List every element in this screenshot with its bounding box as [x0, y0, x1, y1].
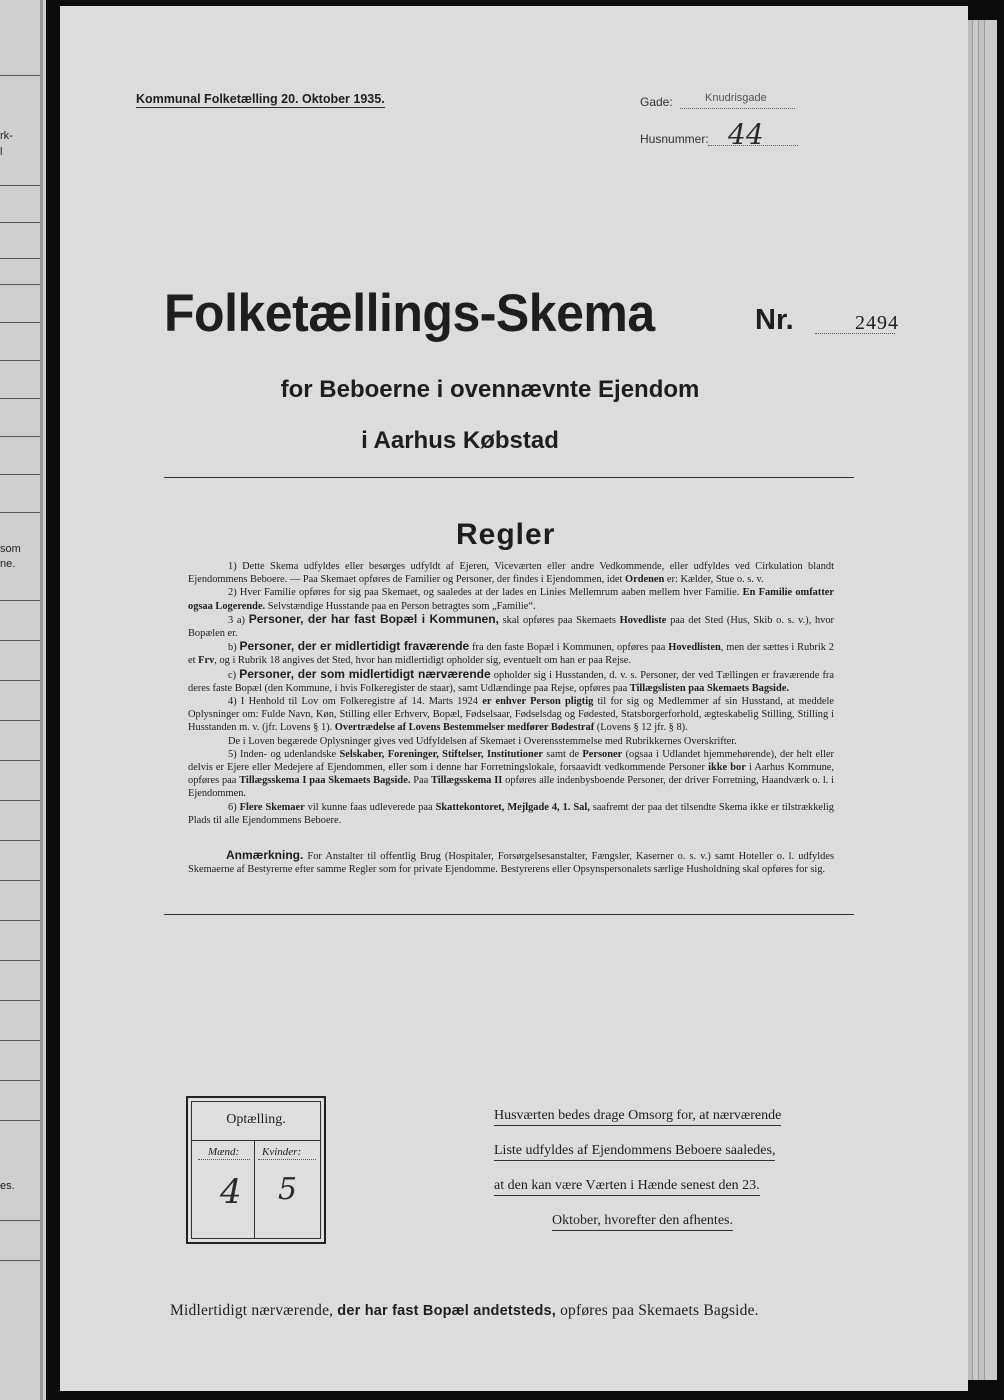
anmaerkning-label: Anmærkning. [226, 848, 304, 862]
rule-3a: 3 a) Personer, der har fast Bopæl i Kommunen, skal opføres paa Skemaets Hovedliste paa det Sted (Hus, Skib o. s. v.), hvor Bopælen er. [188, 611, 834, 640]
rule-6: 6) Flere Skemaer vil kunne faas udleverede paa Skattekontoret, Mejlgade 4, 1. Sal, saafremt der paa det tilsendte Skema ikke er tilstrækkelig Plads til alle Ejendommens Beboere. [188, 801, 835, 826]
count-box [186, 1096, 326, 1244]
rule-3b: b) Personer, der er midlertidigt fraværende fra den faste Bopæl i Kommunen, opføres paa Hovedlisten, men der sættes i Rubrik 2 et Frv, og i Rubrik 18 angives det Sted, hvor han midlertidigt opholder sig, eventuelt om han er paa Rejse. [188, 639, 834, 667]
footer-note: Midlertidigt nærværende, der har fast Bopæl andetsteds, opføres paa Skemaets Bagside. [170, 1302, 759, 1319]
margin-fragment: es. [0, 1180, 15, 1192]
rule-3c: c) Personer, der som midlertidigt nærværende opholder sig i Husstanden, d. v. s. Personer, der ved Tællingen er fraværende fra deres faste Bopæl (den Kommune, i hvis Folkeregister de staar), samt Udlændinge paa Rejse, opføres paa Tillægslisten paa Skemaets Bagside. [188, 666, 835, 694]
nr-label: Nr. [755, 304, 794, 336]
form-number: 2494 [855, 312, 899, 334]
divider-bottom [164, 914, 854, 915]
form-title: Folketællings-Skema [164, 283, 655, 343]
gade-label: Gade: [640, 95, 673, 109]
rules-text [188, 560, 834, 827]
maend-label: Mænd: [208, 1146, 240, 1158]
gade-field [680, 108, 795, 109]
left-page-edge [0, 0, 46, 1400]
margin-fragment: som [0, 543, 21, 555]
maend-value: 4 [220, 1172, 242, 1212]
subtitle-2: i Aarhus Købstad [361, 427, 559, 454]
kvinder-value: 5 [278, 1172, 298, 1207]
husnummer-value: 44 [728, 118, 764, 151]
margin-fragment: ne. [0, 558, 16, 570]
rules-heading: Regler [456, 518, 556, 551]
gade-value: Knudrisgade [705, 92, 767, 104]
notice-line-2: Liste udfyldes af Ejendommens Beboere saaledes, [494, 1143, 775, 1161]
rule-2: 2) Hver Familie opføres for sig paa Skemaet, og saaledes at der lades en Linies Mellemrum aaben mellem hver Familie. En Familie omfatter ogsaa Logerende. Selvstændige Husstande paa en Person betragtes som „Familie“. [188, 587, 834, 612]
subtitle-1: for Beboerne i ovennævnte Ejendom [280, 376, 700, 403]
anmaerkning-text: For Anstalter til offentlig Brug (Hospitaler, Forsørgelsesanstalter, Fængsler, Kaserner o. s. v.) samt Hoteller o. l. udfyldes Skemaerne af Bestyrerne efter samme Regler som for private Ejendomme. Bestyrerens eller Opsynspersonalets særlige Husholdning skal opføres for sig. [188, 851, 834, 876]
notice-line-1: Husværten bedes drage Omsorg for, at nærværende [494, 1108, 781, 1126]
divider-top [164, 477, 854, 478]
census-title: Kommunal Folketælling 20. Oktober 1935. [136, 92, 385, 106]
husnummer-label: Husnummer: [640, 132, 709, 146]
rule-5: 5) Inden- og udenlandske Selskaber, Foreninger, Stiftelser, Institutioner samt de Personer (ogsaa i Udlandet hjemmehørende), der helt eller delvis er Ejere eller Medejere af Ejendommen, eller som i denne har Forretningslokale, forsaavidt vedkommende Personer ikke bor i Aarhus Kommune, opføres paa Tillægsskema I paa Skemaets Bagside. Paa Tillægsskema II opføres alle indenbysboende Personer, der driver Forretning, Haandværk o. l. i Ejendommen. [188, 748, 834, 800]
margin-fragment: rk- [0, 130, 13, 142]
right-page-edges [966, 20, 996, 1380]
kvinder-label: Kvinder: [262, 1146, 302, 1158]
anmaerkning [188, 849, 834, 876]
notice-line-3: at den kan være Værten i Hænde senest den 23. [494, 1178, 760, 1196]
margin-fragment: l [0, 146, 3, 158]
rule-4: 4) I Henhold til Lov om Folkeregistre af 14. Marts 1924 er enhver Person pligtig til for sig og Medlemmer af sin Husstand, at meddele Oplysninger om: Fulde Navn, Køn, Stilling eller Erhverv, Bopæl, Fødselsaar, Fødselsdag og Fødested, Statsborgerforhold, ægteskabelig Stilling, Stilling i Husstanden m. v. (jfr. Lovens § 1). Overtrædelse af Lovens Bestemmelser medfører Bødestraf (Lovens § 12 jfr. § 8). [188, 696, 835, 734]
rule-1: 1) Dette Skema udfyldes eller besørges udfyldt af Ejeren, Viceværten eller andre Vedkommende, eller udfyldes ved Cirkulation blandt Ejendommens Beboere. — Paa Skemaet opføres de Familier og Personer, der findes i Ejendommen, idet Ordenen er: Kælder, Stue o. s. v. [188, 561, 834, 586]
census-form-page [60, 6, 968, 1391]
count-box-title: Optælling. [226, 1112, 286, 1127]
notice-line-4: Oktober, hvorefter den afhentes. [552, 1213, 733, 1231]
rule-4-note: De i Loven begærede Oplysninger gives ved Udfyldelsen af Skemaet i Overensstemmelse med Rubrikkernes Overskrifter. [228, 735, 737, 747]
